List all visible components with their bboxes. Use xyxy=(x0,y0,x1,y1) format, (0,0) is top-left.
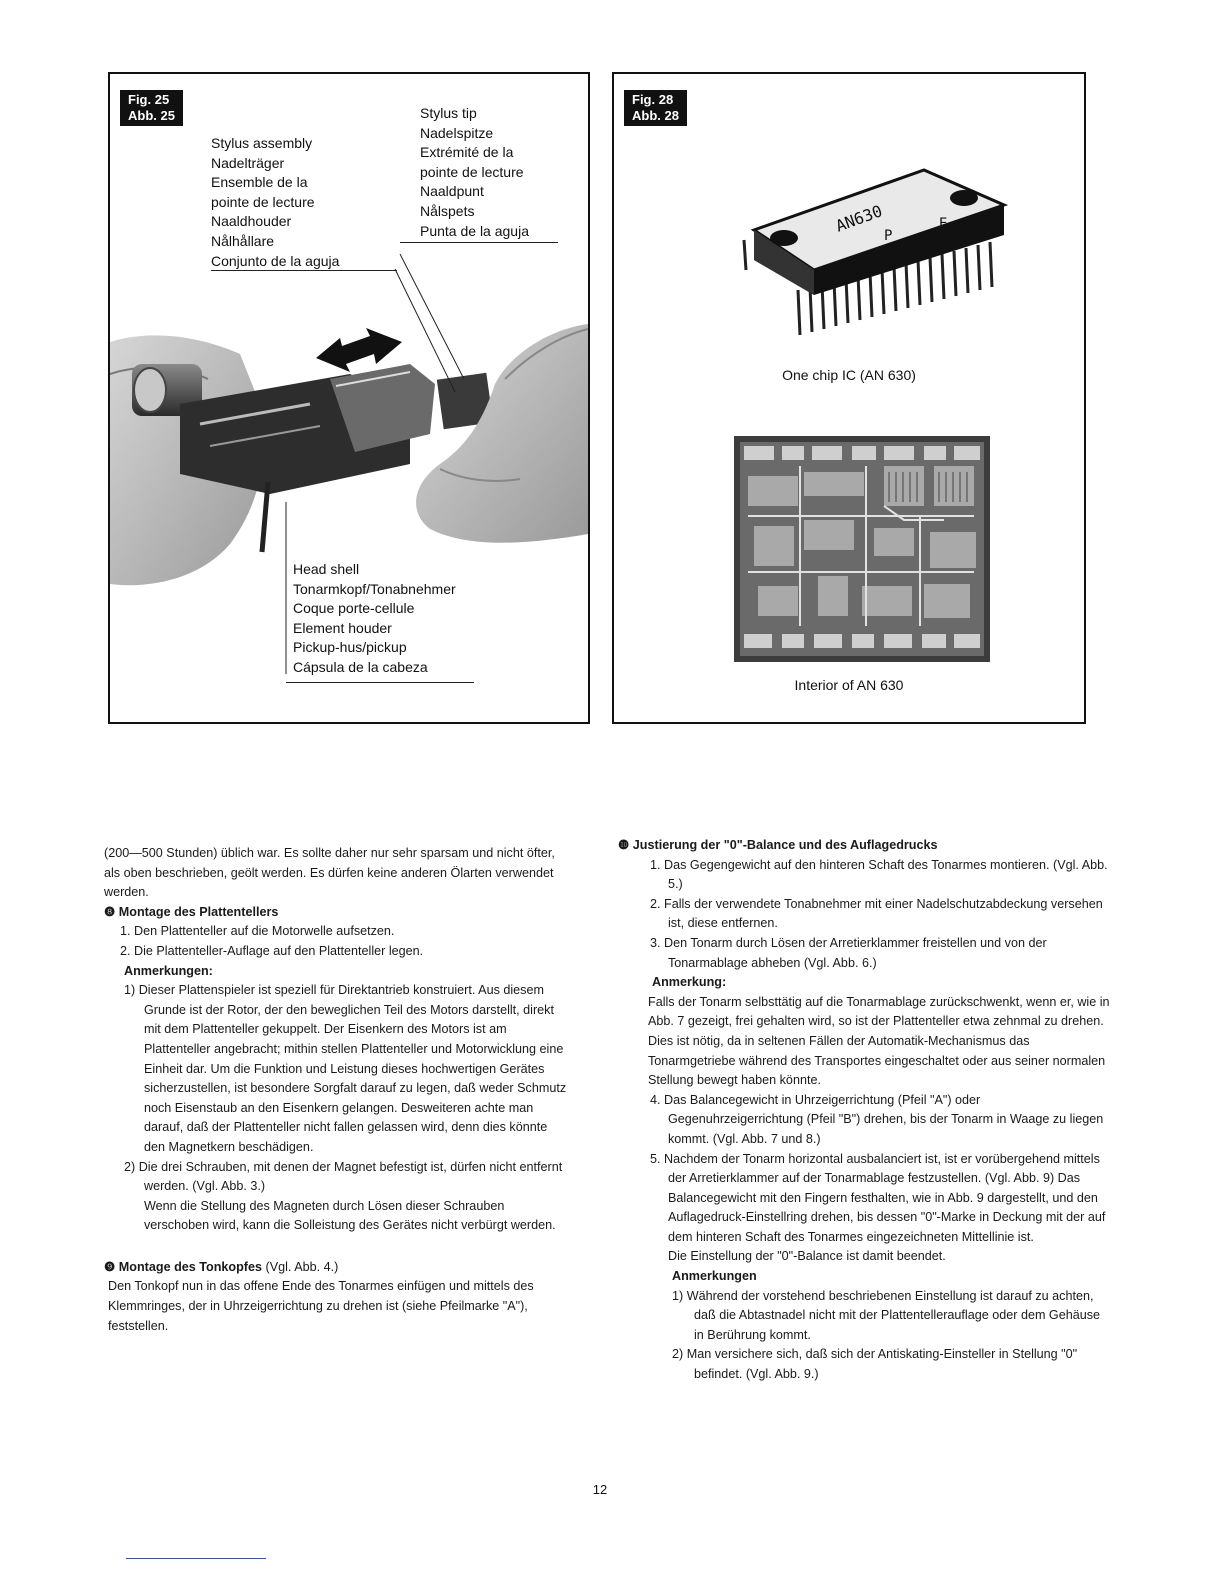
section-10-step-3: 3. Den Tonarm durch Lösen der Arretierklammer freistellen und von der Tonarmablage abheben (Vgl. Abb. 6.) xyxy=(650,935,1047,970)
section-8-step-2: 2. Die Plattenteller-Auflage auf den Plattenteller legen. xyxy=(120,943,424,958)
section-8-notes-title: Anmerkungen: xyxy=(124,963,213,978)
chip-marking-a: A xyxy=(894,244,903,260)
section-10-notes-title: Anmerkungen xyxy=(672,1269,757,1284)
figure-28-tag xyxy=(624,90,687,126)
label-line: Stylus tip xyxy=(420,105,477,121)
label-line: Nadelspitze xyxy=(420,124,494,141)
section-10-note-2: 2) Man versichere sich, daß sich der Antiskating-Einsteller in Stellung "0" befindet. (Vgl. Abb. 9.) xyxy=(672,1347,1078,1382)
label-line: Head shell xyxy=(293,561,360,577)
label-line: Ensemble de la xyxy=(211,174,308,191)
section-9-text: Den Tonkopf nun in das offene Ende des Tonarmes einfügen und mittels des Klemmringes, der in Uhrzeigerrichtung zu drehen ist (siehe Pfeilmarke "A"), feststellen. xyxy=(108,1279,534,1333)
ic-interior-image xyxy=(734,436,990,662)
section-10-step-5: 5. Nachdem der Tonarm horizontal ausbalanciert ist, ist er vorübergehend mittels der Arretierklammer auf der Tonarmablage festzustellen. (Vgl. Abb. 9) Das Balancegewicht mit den Fingern festhalten, wie in Abb. 9 dargestellt, und den Auflagedruck-Einstellring drehen, bis dessen "0"-Marke in Deckung mit der auf dem hinteren Schaft des Tonarmes eingezeichneten Mittellinie ist. xyxy=(650,1151,1106,1244)
section-9-icon: ❾ xyxy=(104,1259,116,1274)
section-9-title: Montage des Tonkopfes xyxy=(118,1259,263,1274)
label-stylus-tip xyxy=(420,104,529,241)
label-line: Stylus assembly xyxy=(211,135,313,151)
section-8-note-1: 1) Dieser Plattenspieler ist speziell für Direktantrieb konstruiert. Aus diesem Grunde ist der Rotor, der den beweglichen Teil des Motors darstellt, direkt mit dem Plattenteller gekuppelt. Der Eisenkern des Motors ist am Plattenteller angebracht; mithin stellen Plattenteller und Motorwicklung eine Einheit dar. Um die Funktion und Leistung dieses hochwertigen Gerätes sicherzustellen, ist besondere Sorgfalt darauf zu legen, daß weder Schmutz noch Eisenstaub an den Eisenkern gelangen. Desweiteren achte man darauf, daß der Plattenteller nicht fallen gelassen wird, denn dies könnte den Magnetkern beschädigen. xyxy=(124,983,567,1154)
footer-rule xyxy=(126,1558,266,1559)
label-line: Punta de la aguja xyxy=(420,222,529,239)
chip-marking-model: AN630 xyxy=(833,201,885,236)
ic-chip-image xyxy=(724,160,1024,360)
section-9-ref: (Vgl. Abb. 4.) xyxy=(265,1259,339,1274)
label-line: Nålhållare xyxy=(211,232,275,249)
section-10-icon: ❿ xyxy=(618,838,630,852)
section-8-note-2a: 2) Die drei Schrauben, mit denen der Magnet befestigt ist, dürfen nicht entfernt werden. (Vgl. Abb. 3.) xyxy=(124,1159,563,1194)
section-10-step-2: 2. Falls der verwendete Tonabnehmer mit einer Nadelschutzabdeckung versehen ist, diese entfernen. xyxy=(650,896,1103,931)
label-line: Element houder xyxy=(293,619,392,636)
section-10-note-text: Falls der Tonarm selbsttätig auf die Tonarmablage zurückschwenkt, wenn er, wie in Abb. 7 gezeigt, frei gehalten wird, so ist der Plattenteller etwa zehnmal zu drehen. Dies ist nötig, da in seltenen Fällen der Automatik-Mechanismus das Tonarmgetriebe während des Transportes eingeschaltet oder aus seiner normalen Stellung bewegt haben könnte. xyxy=(648,994,1110,1088)
label-underline xyxy=(286,682,474,683)
figure-25-tag-en: Fig. 25 xyxy=(128,92,170,107)
label-line: Naaldhouder xyxy=(211,213,292,230)
label-stylus-assembly xyxy=(211,134,339,271)
figure-25-panel xyxy=(108,72,590,724)
label-line: Extrémité de la xyxy=(420,144,514,161)
section-8-step-1: 1. Den Plattenteller auf die Motorwelle aufsetzen. xyxy=(120,924,395,939)
caption-interior: Interior of AN 630 xyxy=(794,677,904,693)
section-8-icon: ❽ xyxy=(104,904,116,919)
label-line: pointe de lecture xyxy=(420,163,524,180)
label-line: Naaldpunt xyxy=(420,183,484,200)
section-8-heading xyxy=(104,903,568,923)
label-line: Coque porte-cellule xyxy=(293,600,415,617)
label-head-shell xyxy=(293,560,456,678)
label-line: Nadelträger xyxy=(211,154,285,171)
label-underline xyxy=(211,270,397,271)
page-number: 12 xyxy=(592,1482,608,1497)
intro-paragraph: (200—500 Stunden) üblich war. Es sollte daher nur sehr sparsam und nicht öfter, als oben beschrieben, geölt werden. Es dürfen keine anderen Ölarten verwendet werden. xyxy=(104,846,555,900)
label-line: Tonarmkopf/Tonabnehmer xyxy=(293,580,456,597)
section-10-title: Justierung der "0"-Balance und des Auflagedrucks xyxy=(632,838,938,852)
section-10-step-4: 4. Das Balancegewicht in Uhrzeigerrichtung (Pfeil "A") oder Gegenuhrzeigerrichtung (Pfeil "B") drehen, bis der Tonarm in Waage zu liegen kommt. (Vgl. Abb. 7 und 8.) xyxy=(650,1092,1104,1146)
section-10-step-1: 1. Das Gegengewicht auf den hinteren Schaft des Tonarmes montieren. (Vgl. Abb. 5.) xyxy=(650,857,1108,892)
label-line: Nålspets xyxy=(420,202,475,219)
figure-25-tag-de: Abb. 25 xyxy=(128,108,175,123)
label-line: Cápsula de la cabeza xyxy=(293,658,428,675)
section-8-title: Montage des Plattentellers xyxy=(118,904,279,919)
section-9-heading xyxy=(104,1258,568,1278)
label-line: Conjunto de la aguja xyxy=(211,252,340,269)
figure-28-panel xyxy=(612,72,1086,724)
chip-marking-e: E xyxy=(939,216,948,232)
chip-marking-p: P xyxy=(884,228,893,244)
section-10-note-1: 1) Während der vorstehend beschriebenen Einstellung ist darauf zu achten, daß die Abtastnadel nicht mit der Plattentellerauflage oder dem Gehäuse in Berührung kommt. xyxy=(672,1288,1101,1342)
left-text-column xyxy=(104,844,568,1336)
caption-chip: One chip IC (AN 630) xyxy=(782,367,916,383)
right-text-column xyxy=(618,836,1112,1385)
figure-28-tag-en: Fig. 28 xyxy=(632,92,674,107)
section-8-note-2b: Wenn die Stellung des Magneten durch Lösen dieser Schrauben verschoben wird, kann die Solleistung des Gerätes nicht verbürgt werden. xyxy=(144,1198,556,1233)
section-10-note-title: Anmerkung: xyxy=(652,975,727,990)
label-line: Pickup-hus/pickup xyxy=(293,639,407,656)
section-10-heading xyxy=(618,836,1112,856)
label-line: pointe de lecture xyxy=(211,193,315,210)
section-10-end-text: Die Einstellung der "0"-Balance ist damit beendet. xyxy=(668,1249,946,1264)
figure-28-tag-de: Abb. 28 xyxy=(632,108,679,123)
label-underline xyxy=(400,242,558,243)
